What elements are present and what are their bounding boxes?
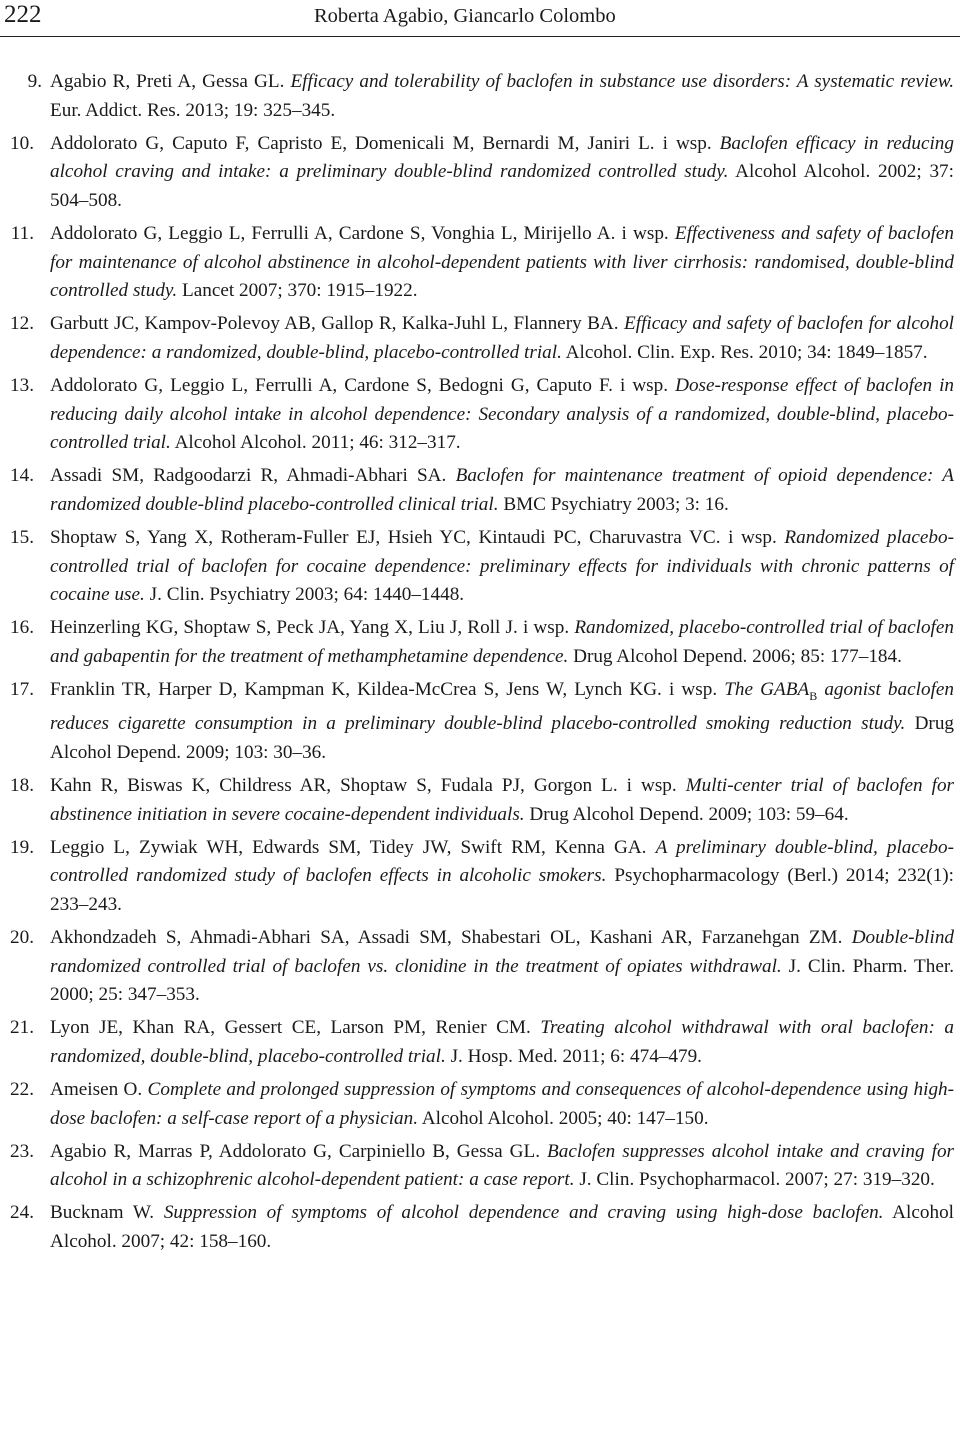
reference-number: 14. [10,465,34,487]
reference-title: Baclofen for maintenance treatment of opioid dependence: A randomized double-blind placebo-controlled clinical trial. [50,465,954,515]
reference-number: 13. [10,374,34,396]
reference-title: A preliminary double-blind, placebo-controlled randomized study of baclofen effects in alcoholic smokers. [50,836,955,887]
reference-item [0,462,960,519]
reference-number: 17. [10,678,34,700]
reference-item [0,372,960,458]
reference-authors: Addolorato G, Leggio L, Ferrulli A, Cardone S, Vonghia L, Mirijello A. i wsp. [50,222,669,244]
reference-item [0,68,960,125]
reference-authors: Garbutt JC, Kampov-Polevoy AB, Gallop R, Kalka-Juhl L, Flannery BA. [50,313,619,335]
reference-number: 12. [10,313,34,335]
reference-number: 20. [10,927,34,949]
reference-number: 19. [10,836,34,858]
reference-title: Complete and prolonged suppression of symptoms and consequences of alcohol-dependence using high-dose baclofen: a self-case report of a physician. [50,1079,955,1129]
reference-title: Treating alcohol withdrawal with oral baclofen: a randomized, double-blind, placebo-controlled trial. [50,1017,954,1067]
reference-authors: Kahn R, Biswas K, Childress AR, Shoptaw S, Fudala PJ, Gorgon L. i wsp. [50,775,677,797]
reference-source: Alcohol Alcohol. 2005; 40: 147–150. [421,1107,709,1129]
reference-title: Effectiveness and safety of baclofen for maintenance of alcohol abstinence in alcohol-dependent patients with liver cirrhosis: randomised, double-blind controlled study. [50,222,955,302]
reference-item [0,614,960,671]
reference-number: 21. [10,1017,34,1039]
reference-source: J. Clin. Psychopharmacol. 2007; 27: 319–320. [579,1169,935,1191]
reference-title-rest: agonist baclofen reduces cigarette consumption in a preliminary double-blind placebo-controlled smoking reduction study. [50,678,955,735]
reference-item [0,1138,960,1195]
reference-title: Suppression of symptoms of alcohol dependence and craving using high-dose baclofen. [163,1202,884,1224]
page-header [0,0,960,37]
reference-title: Baclofen suppresses alcohol intake and craving for alcohol in a schizophrenic alcohol-dependent patient: a case report. [50,1140,954,1191]
reference-authors: Agabio R, Marras P, Addolorato G, Carpiniello B, Gessa GL. [50,1140,541,1162]
reference-authors: Assadi SM, Radgoodarzi R, Ahmadi-Abhari SA. [50,465,447,487]
reference-list [0,68,960,1261]
reference-number: 9. [27,71,42,92]
reference-authors: Ameisen O. [50,1079,143,1101]
reference-number: 23. [10,1140,34,1162]
reference-source: Alcohol Alcohol. 2011; 46: 312–317. [174,432,461,454]
reference-source: Alcohol. Clin. Exp. Res. 2010; 34: 1849–1857. [565,341,928,363]
reference-number: 10. [10,132,34,154]
reference-title: Double-blind randomized controlled trial of baclofen vs. clonidine in the treatment of opiates withdrawal. [50,927,955,977]
running-head: Roberta Agabio, Giancarlo Colombo [314,5,616,27]
reference-item [0,220,960,306]
reference-title: Dose-response effect of baclofen in reducing daily alcohol intake in alcohol dependence: Secondary analysis of a randomized, double-blind, placebo-controlled trial. [50,374,955,454]
reference-source: BMC Psychiatry 2003; 3: 16. [503,493,729,515]
reference-title: Efficacy and tolerability of baclofen in substance use disorders: A systematic review. [290,71,954,92]
reference-authors: Heinzerling KG, Shoptaw S, Peck JA, Yang X, Liu J, Roll J. i wsp. [50,617,570,639]
reference-item [0,772,960,829]
reference-item [0,1199,960,1256]
reference-source: J. Clin. Pharm. Ther. 2000; 25: 347–353. [50,955,954,1006]
reference-authors: Bucknam W. [50,1202,155,1224]
reference-authors: Akhondzadeh S, Ahmadi-Abhari SA, Assadi SM, Shabestari OL, Kashani AR, Farzanehgan ZM. [50,927,843,949]
reference-number: 18. [10,775,34,797]
reference-source: Drug Alcohol Depend. 2009; 103: 59–64. [529,803,849,825]
subscript: B [809,688,818,703]
reference-item [0,676,960,768]
reference-source: Eur. Addict. Res. 2013; 19: 325–345. [50,99,336,121]
reference-item [0,310,960,367]
reference-source: J. Clin. Psychiatry 2003; 64: 1440–1448. [149,584,465,606]
page-number: 222 [4,1,42,28]
reference-item [0,130,960,216]
reference-authors: Franklin TR, Harper D, Kampman K, Kildea-McCrea S, Jens W, Lynch KG. i wsp. [50,678,718,700]
reference-item [0,834,960,920]
reference-source: Psychopharmacology (Berl.) 2014; 232(1): 233–243. [50,865,955,916]
reference-number: 24. [10,1202,34,1224]
reference-authors: Shoptaw S, Yang X, Rotheram-Fuller EJ, Hsieh YC, Kintaudi PC, Charuvastra VC. i wsp. [50,526,777,548]
reference-title: Randomized placebo-controlled trial of baclofen for cocaine dependence: preliminary effects for individuals with chronic patterns of cocaine use. [50,526,954,606]
reference-authors: Addolorato G, Leggio L, Ferrulli A, Cardone S, Bedogni G, Caputo F. i wsp. [50,374,669,396]
reference-authors: Addolorato G, Caputo F, Capristo E, Domenicali M, Bernardi M, Janiri L. i wsp. [50,132,712,154]
reference-source: Lancet 2007; 370: 1915–1922. [182,280,418,302]
reference-title: Randomized, placebo-controlled trial of baclofen and gabapentin for the treatment of methamphetamine dependence. [50,617,954,667]
reference-source: Drug Alcohol Depend. 2006; 85: 177–184. [573,645,902,667]
reference-item [0,1014,960,1071]
reference-authors: Leggio L, Zywiak WH, Edwards SM, Tidey JW, Swift RM, Kenna GA. [50,836,647,858]
reference-authors: Agabio R, Preti A, Gessa GL. [50,71,285,92]
reference-title: Multi-center trial of baclofen for abstinence initiation in severe cocaine-dependent individuals. [50,775,955,825]
reference-authors: Lyon JE, Khan RA, Gessert CE, Larson PM, Renier CM. [50,1017,531,1039]
reference-number: 16. [10,617,34,639]
reference-item [0,1076,960,1133]
reference-title: Baclofen efficacy in reducing alcohol craving and intake: a preliminary double-blind randomized controlled study. [50,132,954,183]
reference-number: 15. [10,526,34,548]
reference-source: Drug Alcohol Depend. 2009; 103: 30–36. [50,713,955,764]
reference-item [0,524,960,610]
reference-number: 22. [10,1079,34,1101]
reference-title-start: The GABA [724,678,810,700]
reference-title: Efficacy and safety of baclofen for alcohol dependence: a randomized, double-blind, placebo-controlled trial. [50,313,955,363]
reference-source: Alcohol Alcohol. 2002; 37: 504–508. [50,161,954,211]
reference-source: J. Hosp. Med. 2011; 6: 474–479. [450,1046,702,1067]
reference-number: 11. [10,222,34,244]
reference-source: Alcohol Alcohol. 2007; 42: 158–160. [50,1202,954,1253]
reference-item [0,924,960,1010]
